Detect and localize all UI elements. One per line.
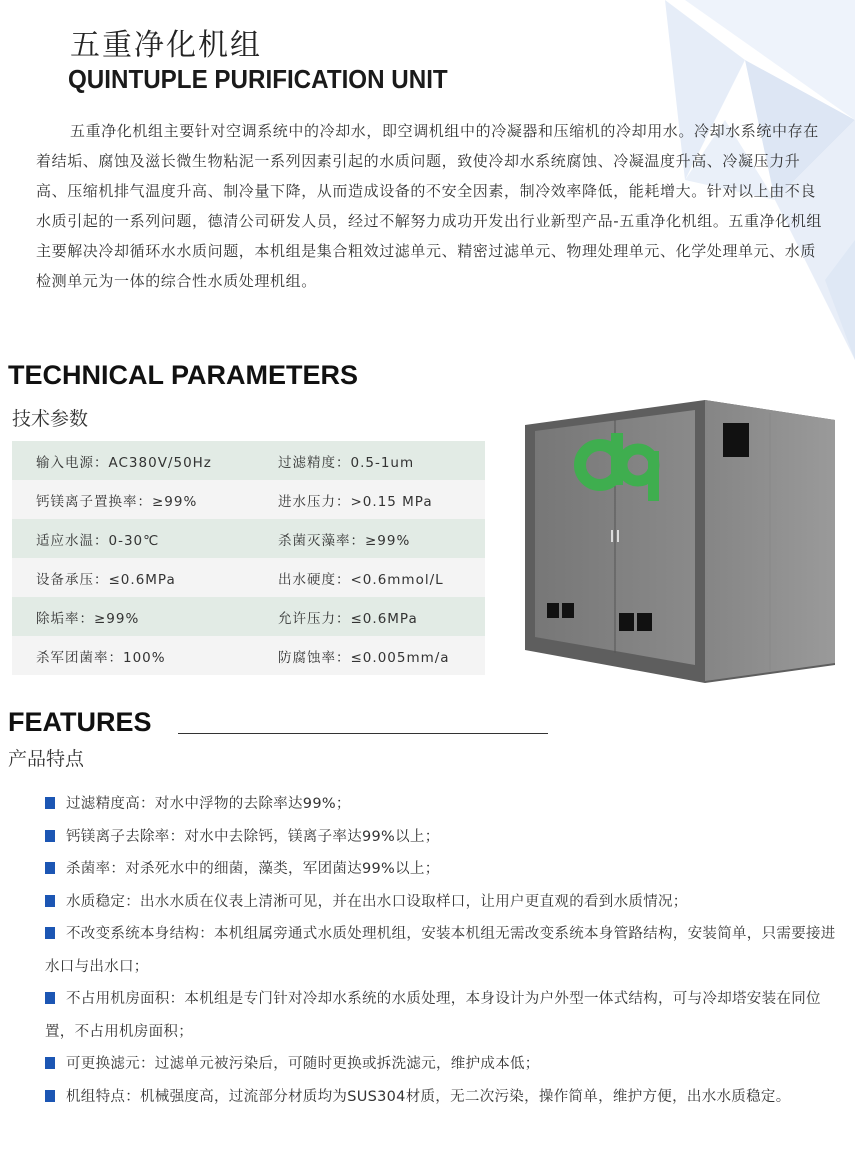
product-image <box>515 385 855 685</box>
param-cell: 出水硬度：<0.6mmol/L <box>278 571 444 588</box>
feature-text: 可更换滤元：过滤单元被污染后，可随时更换或拆洗滤元，维护成本低； <box>66 1056 540 1072</box>
features-heading-en: FEATURES <box>8 707 152 737</box>
param-cell: 适应水温：0-30℃ <box>36 532 160 549</box>
feature-text: 不占用机房面积：本机组是专门针对冷却水系统的水质处理，本身设计为户外型一体式结构，可与冷却塔安装在同位置，不占用机房面积； <box>45 991 821 1040</box>
square-bullet-icon <box>45 927 55 939</box>
table-row <box>12 597 485 636</box>
feature-text: 过滤精度高：对水中浮物的去除率达99%； <box>66 796 351 812</box>
tech-heading-en: TECHNICAL PARAMETERS <box>8 360 359 390</box>
features-list <box>45 788 850 1113</box>
square-bullet-icon <box>45 895 55 907</box>
table-row <box>12 480 485 519</box>
param-cell: 过滤精度：0.5-1um <box>278 454 415 471</box>
param-cell: 设备承压：≤0.6MPa <box>36 571 176 588</box>
param-cell: 防腐蚀率：≤0.005mm/a <box>278 649 450 666</box>
param-cell: 杀军团菌率：100% <box>36 649 166 666</box>
square-bullet-icon <box>45 1090 55 1102</box>
param-cell: 允许压力：≤0.6MPa <box>278 610 418 627</box>
list-item <box>45 886 850 919</box>
divider <box>178 733 548 734</box>
param-cell: 杀菌灭藻率：≥99% <box>278 532 411 549</box>
table-row <box>12 636 485 675</box>
param-cell: 进水压力：>0.15 MPa <box>278 493 433 510</box>
feature-text: 不改变系统本身结构：本机组属旁通式水质处理机组，安装本机组无需改变系统本身管路结构，安装简单，只需要接进水口与出水口； <box>45 926 836 975</box>
param-cell: 钙镁离子置换率：≥99% <box>36 493 198 510</box>
feature-text: 机组特点：机械强度高，过流部分材质均为SUS304材质，无二次污染，操作简单，维护方便，出水水质稳定。 <box>66 1088 791 1105</box>
square-bullet-icon <box>45 797 55 809</box>
tech-heading-cn: 技术参数 <box>12 408 89 430</box>
page-title-en: QUINTUPLE PURIFICATION UNIT <box>68 64 448 94</box>
table-row <box>12 441 485 480</box>
list-item <box>45 1081 850 1114</box>
square-bullet-icon <box>45 992 55 1004</box>
feature-text: 水质稳定：出水水质在仪表上清淅可见，并在出水口设取样口，让用户更直观的看到水质情况； <box>66 893 688 910</box>
feature-text: 钙镁离子去除率：对水中去除钙，镁离子率达99%以上； <box>66 828 440 845</box>
square-bullet-icon <box>45 830 55 842</box>
square-bullet-icon <box>45 1057 55 1069</box>
list-item <box>45 853 850 886</box>
table-row <box>12 519 485 558</box>
list-item <box>45 821 850 854</box>
intro-paragraph: 五重净化机组主要针对空调系统中的冷却水，即空调机组中的冷凝器和压缩机的冷却用水。冷却水系统中存在着结垢、腐蚀及滋长微生物粘泥一系列因素引起的水质问题，致使冷却水系统腐蚀、冷凝温度升高、冷凝压力升高、压缩机排气温度升高、制冷量下降，从而造成设备的不安全因素，制冷效率降低，能耗增大。针对以上由不良水质引起的一系列问题，德清公司研发人员，经过不解努力成功开发出行业新型产品-五重净化机组。五重净化机组主要解决冷却循环水水质问题，本机组是集合粗效过滤单元、精密过滤单元、物理处理单元、化学处理单元、水质检测单元为一体的综合性水质处理机组。 <box>36 122 823 290</box>
table-row <box>12 558 485 597</box>
features-heading-cn: 产品特点 <box>8 748 85 770</box>
square-bullet-icon <box>45 862 55 874</box>
list-item <box>45 788 850 821</box>
tech-params-table <box>12 441 485 675</box>
list-item <box>45 918 850 983</box>
feature-text: 杀菌率：对杀死水中的细菌，藻类，军团菌达99%以上； <box>66 861 440 877</box>
list-item <box>45 983 850 1048</box>
list-item <box>45 1048 850 1081</box>
page-title-cn: 五重净化机组 <box>70 28 262 63</box>
param-cell: 除垢率：≥99% <box>36 610 140 627</box>
param-cell: 输入电源：AC380V/50Hz <box>36 454 212 471</box>
